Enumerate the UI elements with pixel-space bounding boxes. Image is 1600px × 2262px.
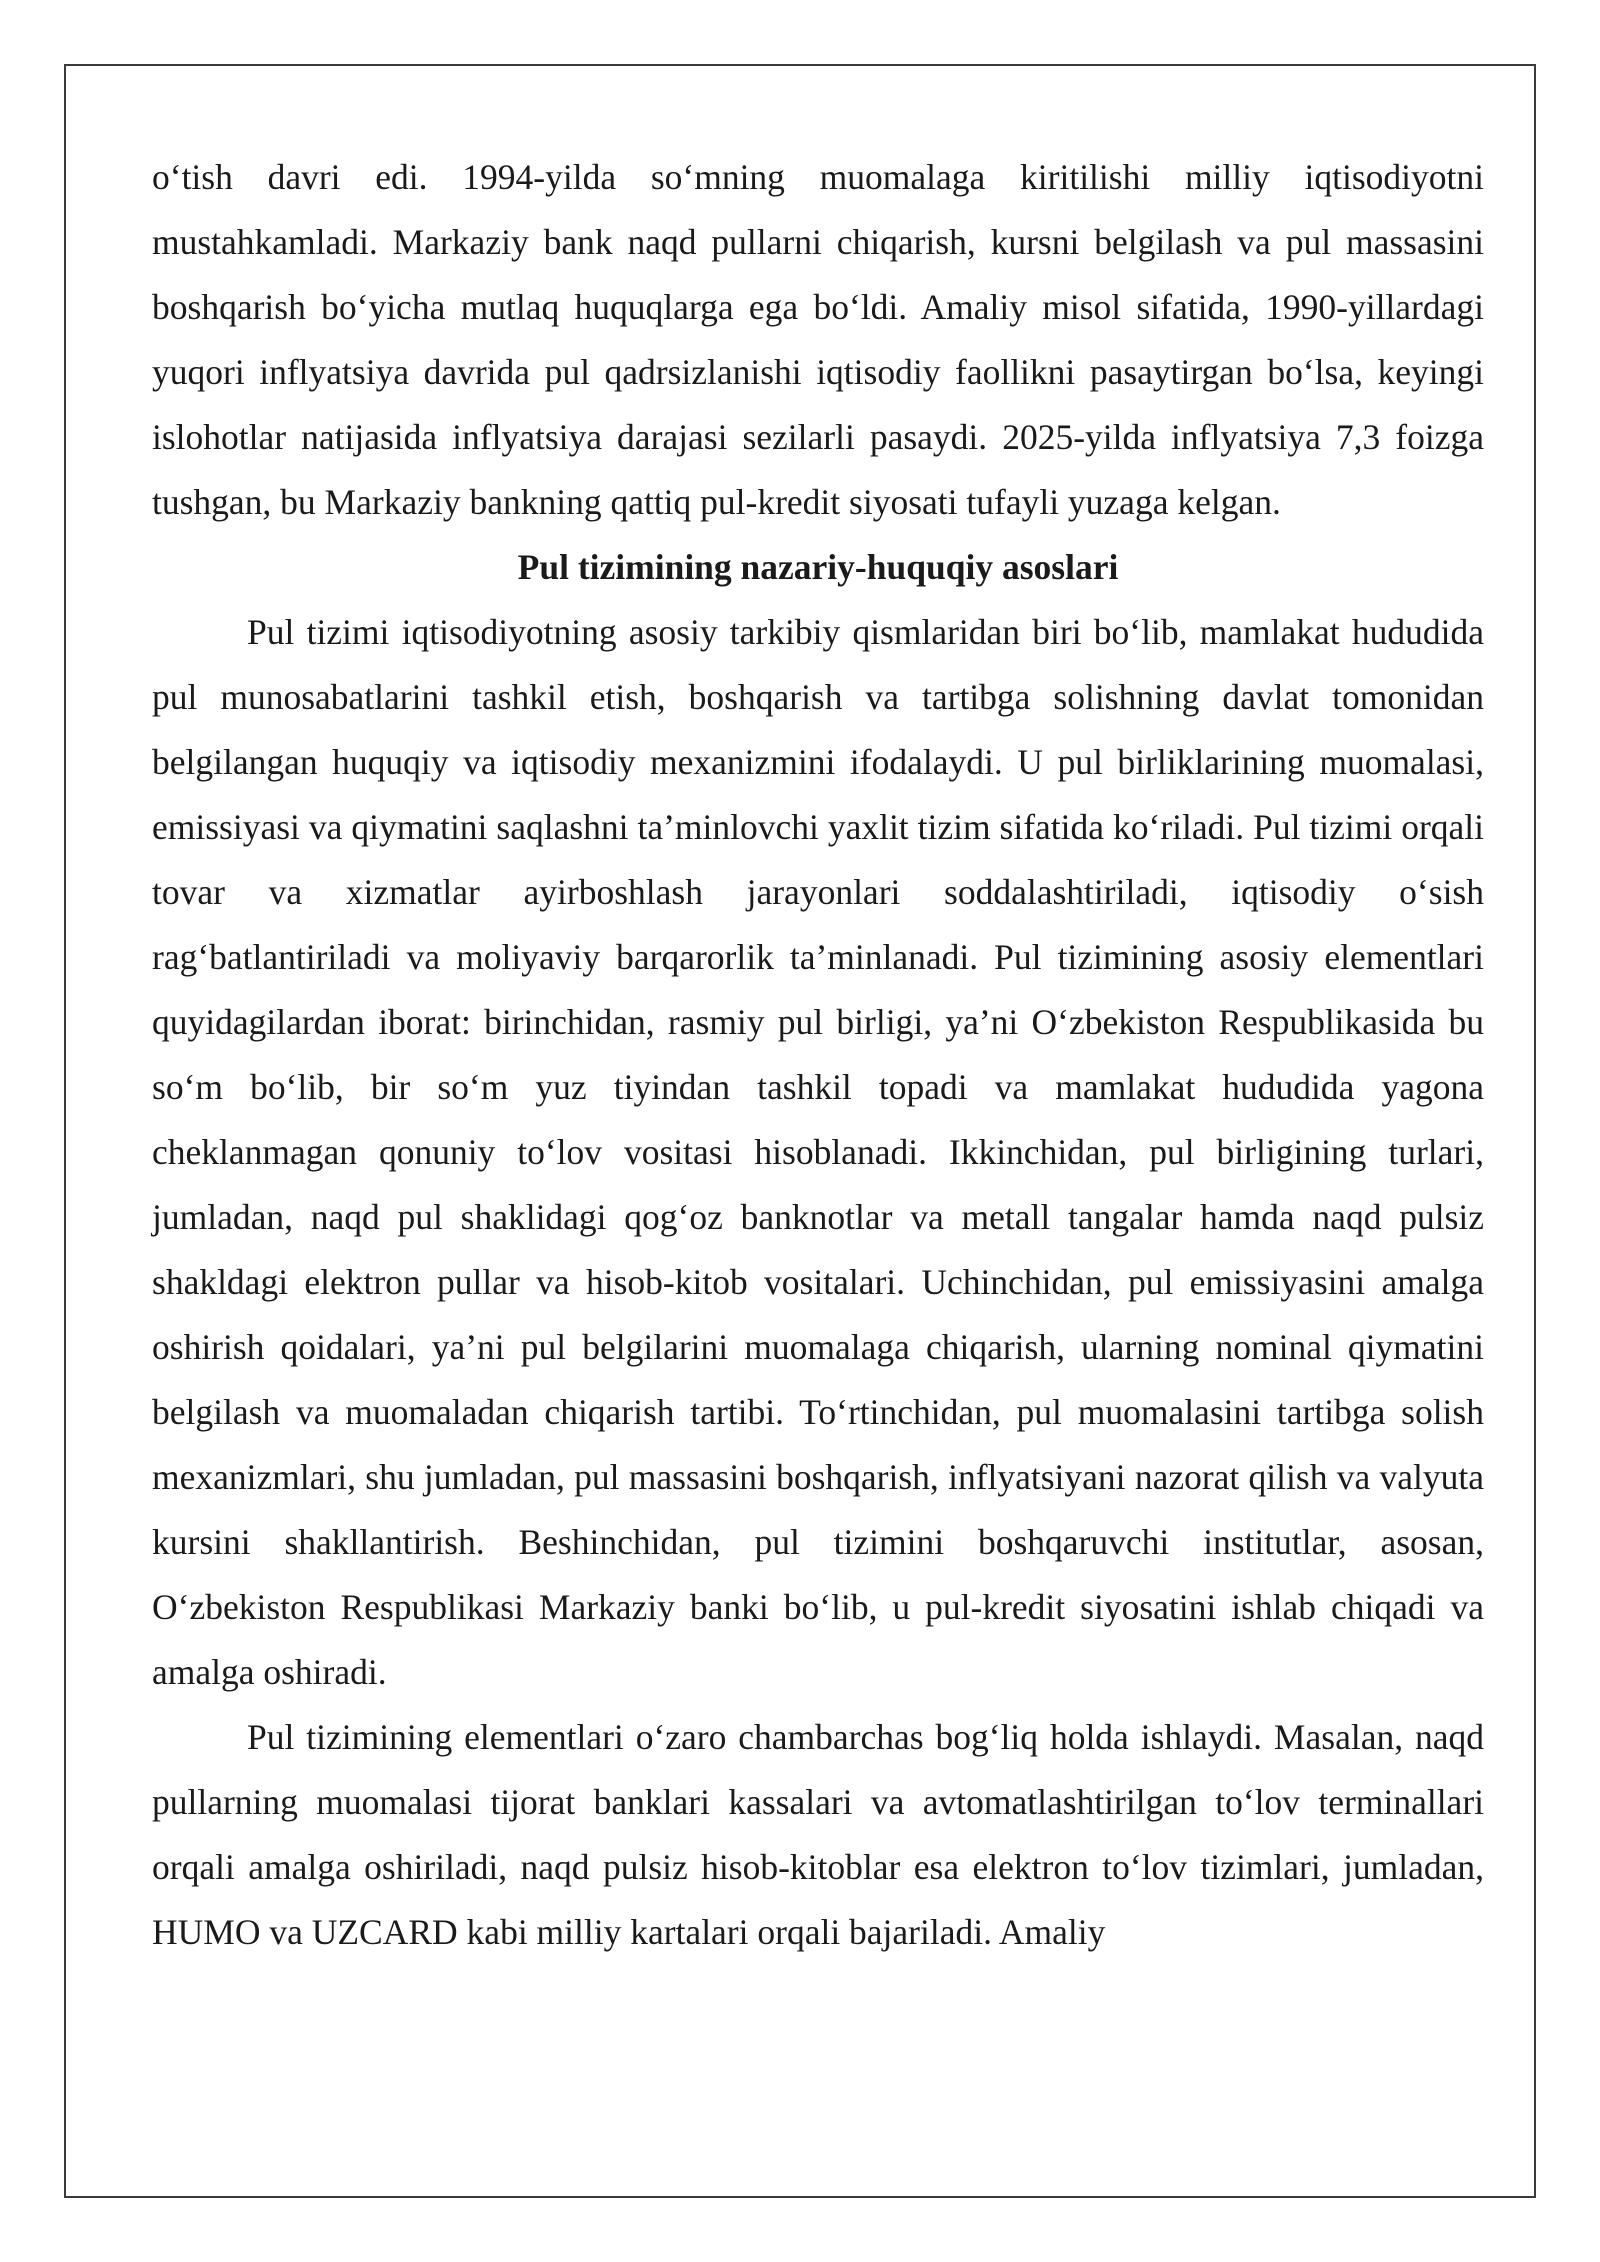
paragraph-elementlari: Pul tizimining elementlari o‘zaro chambarchas bog‘liq holda ishlaydi. Masalan, naqd pullarning muomalasi tijorat banklari kassalari va avtomatlashtirilgan to‘lov terminallari orqali amalga oshiriladi, naqd pulsiz hisob-kitoblar esa elektron to‘lov tizimlari, jumladan, HUMO va UZCARD kabi milliy kartalari orqali bajariladi. Amaliy [152,1717,1484,1952]
paragraph-continuation: o‘tish davri edi. 1994-yilda so‘mning muomalaga kiritilishi milliy iqtisodiyotni mustahkamladi. Markaziy bank naqd pullarni chiqarish, kursni belgilash va pul massasini boshqarish bo‘yicha mutlaq huquqlarga ega bo‘ldi. Amaliy misol sifatida, 1990-yillardagi yuqori inflyatsiya davrida pul qadrsizlanishi iqtisodiy faollikni pasaytirgan bo‘lsa, keyingi islohotlar natijasida inflyatsiya darajasi sezilarli pasaydi. 2025-yilda inflyatsiya 7,3 foizga tushgan, bu Markaziy bankning qattiq pul-kredit siyosati tufayli yuzaga kelgan. [152,157,1484,522]
section-heading: Pul tizimining nazariy-huquqiy asoslari [517,547,1119,587]
paragraph-pul-tizimi: Pul tizimi iqtisodiyotning asosiy tarkibiy qismlaridan biri bo‘lib, mamlakat hududida pul munosabatlarini tashkil etish, boshqarish va tartibga solishning davlat tomonidan belgilangan huquqiy va iqtisodiy mexanizmini ifodalaydi. U pul birliklarining muomalasi, emissiyasi va qiymatini saqlashni ta’minlovchi yaxlit tizim sifatida ko‘riladi. Pul tizimi orqali tovar va xizmatlar ayirboshlash jarayonlari soddalashtiriladi, iqtisodiy o‘sish rag‘batlantiriladi va moliyaviy barqarorlik ta’minlanadi. Pul tizimining asosiy elementlari quyidagilardan iborat: birinchidan, rasmiy pul birligi, ya’ni O‘zbekiston Respublikasida bu so‘m bo‘lib, bir so‘m yuz tiyindan tashkil topadi va mamlakat hududida yagona cheklanmagan qonuniy to‘lov vositasi hisoblanadi. Ikkinchidan, pul birligining turlari, jumladan, naqd pul shaklidagi qog‘oz banknotlar va metall tangalar hamda naqd pulsiz shakldagi elektron pullar va hisob-kitob vositalari. Uchinchidan, pul emissiyasini amalga oshirish qoidalari, ya’ni pul belgilarini muomalaga chiqarish, ularning nominal qiymatini belgilash va muomaladan chiqarish tartibi. To‘rtinchidan, pul muomalasini tartibga solish mexanizmlari, shu jumladan, pul massasini boshqarish, inflyatsiyani nazorat qilish va valyuta kursini shakllantirish. Beshinchidan, pul tizimini boshqaruvchi institutlar, asosan, O‘zbekiston Respublikasi Markaziy banki bo‘lib, u pul-kredit siyosatini ishlab chiqadi va amalga oshiradi. [152,612,1484,1692]
document-body [152,145,1484,1965]
